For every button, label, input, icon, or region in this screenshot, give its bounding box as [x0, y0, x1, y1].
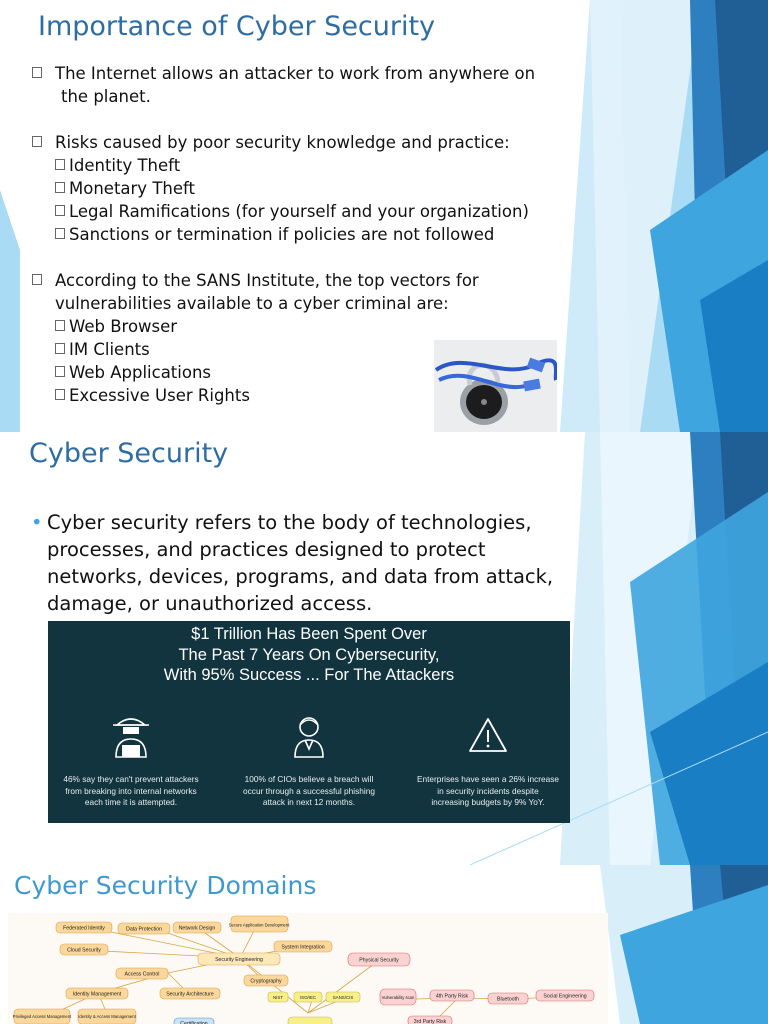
mindmap-node: Security Architecture [166, 991, 214, 998]
risk-text: Legal Ramifications (for yourself and your organization) [69, 202, 529, 221]
bullet-box-icon [55, 182, 65, 193]
mindmap-node: Cryptography [250, 978, 282, 985]
bullet-item [32, 62, 577, 108]
mindmap-node: Federated Identity [63, 925, 105, 932]
slide-title: Cyber Security Domains [14, 871, 317, 900]
list-item [55, 223, 577, 246]
mindmap-node: System Integration [281, 944, 325, 951]
vector-text: Excessive User Rights [69, 386, 250, 405]
mindmap-node: Access Control [124, 971, 160, 978]
mindmap-node: SANS/CIS [332, 995, 354, 1000]
slide-cyber-security [0, 432, 768, 865]
vector-text: Web Browser [69, 317, 178, 336]
mindmap-node: Social Engineering [543, 993, 587, 1000]
risk-text: Sanctions or termination if policies are not followed [69, 225, 495, 244]
hacker-icon [111, 713, 151, 759]
mindmap-node: Network Design [178, 925, 216, 932]
bullet-box-icon [55, 389, 65, 400]
bullet-box-icon [32, 67, 42, 78]
headline-line: $1 Trillion Has Been Spent Over [191, 625, 427, 643]
mindmap-node: Cloud Security [67, 947, 101, 954]
mindmap-node: Physical Security [359, 957, 399, 964]
bullet-box-icon [55, 343, 65, 354]
stat-column [229, 713, 389, 809]
bullet-item [32, 131, 577, 154]
list-item [55, 315, 577, 338]
list-item [55, 177, 577, 200]
mindmap-node: 3rd Party Risk [413, 1019, 447, 1024]
stat-column [408, 713, 568, 809]
bullet-text: the planet. [61, 87, 151, 106]
list-item [55, 154, 577, 177]
bullet-box-icon [55, 366, 65, 377]
headline-line: The Past 7 Years On Cybersecurity, [178, 645, 440, 664]
bullet-box-icon [55, 228, 65, 239]
slide-title: Importance of Cyber Security [38, 11, 436, 42]
infographic-banner [48, 621, 570, 823]
mindmap-node: Identity Management [72, 991, 122, 998]
mindmap-node: Security Engineering [215, 957, 263, 963]
stat-caption: 100% of CIOs believe a breach will occur through a successful phishing attack in next 12 months. [243, 774, 375, 807]
risk-text: Identity Theft [69, 156, 181, 175]
bullet-item [32, 269, 577, 315]
mindmap-node: 4th Party Risk [435, 993, 469, 1000]
mindmap-node: Vulnerability scan [381, 995, 415, 1000]
bullet-dot-icon: • [31, 511, 43, 534]
executive-icon [289, 713, 329, 759]
stat-caption: 46% say they can't prevent attackers from breaking into internal networks each time it is attempted. [63, 774, 199, 807]
slide-domains [0, 865, 768, 1024]
bullet-box-icon [55, 320, 65, 331]
mindmap-node: ISO/IEC [299, 995, 317, 1000]
definition-text: Cyber security refers to the body of technologies, processes, and practices designed to protect networks, devices, programs, and data from attack, damage, or unauthorized access. [47, 511, 554, 615]
bullet-text: vulnerabilities available to a cyber criminal are: [55, 294, 449, 313]
domains-mindmap [8, 913, 608, 1024]
stat-caption: Enterprises have seen a 26% increase in security incidents despite increasing budgets by 9% YoY. [416, 774, 560, 807]
bullet-box-icon [55, 205, 65, 216]
stat-column [51, 713, 211, 809]
risk-text: Monetary Theft [69, 179, 195, 198]
mindmap-node: Secure Application Development [228, 922, 290, 928]
risk-list [55, 154, 577, 246]
banner-headline [48, 624, 570, 686]
bullet-text: The Internet allows an attacker to work from anywhere on [55, 64, 536, 83]
mindmap-node: NIST [272, 995, 284, 1000]
bullet-text: Risks caused by poor security knowledge and practice: [55, 133, 510, 152]
mindmap-node: Privileged Access Management [12, 1014, 72, 1019]
padlock-cable-image [434, 340, 557, 432]
list-item [55, 200, 577, 223]
mindmap-node: Bluetooth [497, 996, 519, 1003]
vector-text: IM Clients [69, 340, 150, 359]
definition-paragraph [31, 509, 561, 617]
bullet-box-icon [32, 274, 42, 285]
mindmap-node: Data Protection [126, 926, 162, 933]
headline-line: With 95% Success ... For The Attackers [163, 666, 455, 684]
mindmap-node: Certification [180, 1021, 208, 1024]
slide-importance [0, 0, 768, 432]
vector-text: Web Applications [69, 363, 212, 382]
warning-icon [467, 713, 509, 759]
bullet-box-icon [55, 159, 65, 170]
mindmap-node: Identity & Access Management [78, 1014, 136, 1019]
bullet-box-icon [32, 136, 42, 147]
bullet-text: According to the SANS Institute, the top vectors for [55, 271, 479, 290]
slide-title: Cyber Security [29, 438, 229, 469]
